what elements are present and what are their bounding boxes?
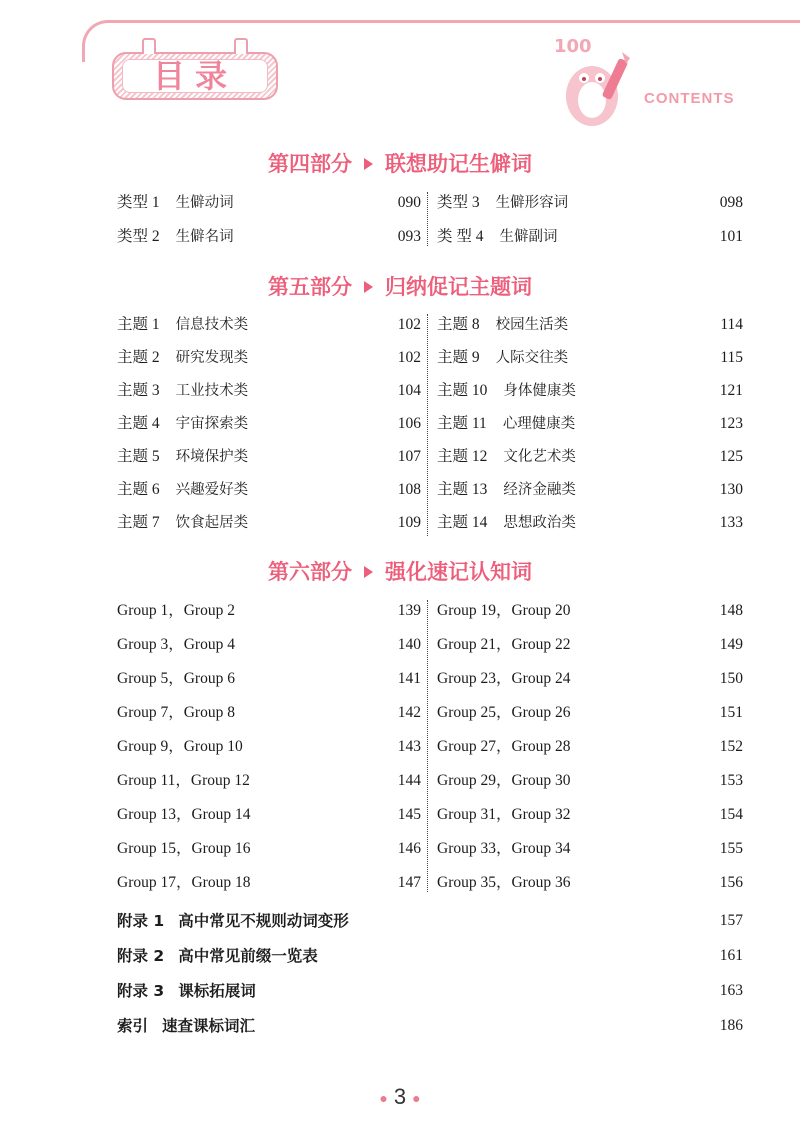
appendix-prefix: 附录 3 (117, 982, 165, 1000)
entry-page: 102 (397, 349, 421, 366)
entry-page: 186 (719, 1017, 743, 1034)
toc-entry[interactable] (437, 224, 743, 250)
entry-page: 149 (719, 636, 743, 653)
toc-entry[interactable] (437, 666, 743, 692)
toc-entry[interactable] (117, 444, 421, 470)
entry-title: Group 9，Group 10 (117, 738, 243, 755)
entry-page: 154 (719, 806, 743, 823)
entry-title: Group 19，Group 20 (437, 602, 571, 619)
entry-page: 140 (397, 636, 421, 653)
entry-prefix: 主题 2 (117, 349, 160, 366)
appendix-prefix: 附录 2 (117, 947, 165, 965)
entry-prefix: 类型 2 (117, 228, 160, 245)
entry-title: 研究发现类 (175, 350, 249, 366)
entry-prefix: 主题 5 (117, 448, 160, 465)
entry-title: 信息技术类 (175, 317, 249, 333)
entry-page: 156 (719, 874, 743, 891)
appendix-prefix: 索引 (117, 1017, 149, 1035)
toc-entry[interactable] (437, 411, 743, 437)
entry-prefix: 主题 1 (117, 316, 160, 333)
entry-page: 148 (719, 602, 743, 619)
entry-page: 144 (397, 772, 421, 789)
toc-entry[interactable] (437, 510, 743, 536)
toc-entry[interactable] (117, 768, 421, 794)
toc-entry[interactable] (117, 598, 421, 624)
entry-title: Group 25，Group 26 (437, 704, 571, 721)
appendix-prefix: 附录 1 (117, 912, 165, 930)
toc-entry[interactable] (117, 802, 421, 828)
entry-title: 饮食起居类 (175, 515, 249, 531)
entry-title: 身体健康类 (503, 383, 576, 399)
appendix-title: 高中常见前缀一览表 (178, 947, 318, 965)
svg-text:100: 100 (554, 36, 592, 57)
page-number-value: 3 (393, 1084, 407, 1109)
triangle-right-icon (364, 566, 373, 578)
entry-page: 141 (397, 670, 421, 687)
toc-entry[interactable] (117, 870, 421, 896)
toc-entry[interactable] (117, 378, 421, 404)
entry-title: Group 15，Group 16 (117, 840, 251, 857)
entry-prefix: 主题 14 (437, 514, 488, 531)
entry-page: 106 (397, 415, 421, 432)
entry-prefix: 主题 4 (117, 415, 160, 432)
triangle-right-icon (364, 158, 373, 170)
entry-title: 校园生活类 (495, 317, 569, 333)
section-heading-part6 (0, 556, 800, 586)
entry-page: 090 (397, 194, 421, 211)
toc-grid-part5 (117, 312, 743, 542)
entry-prefix: 主题 11 (437, 415, 487, 432)
entry-title: 生僻名词 (175, 229, 234, 245)
entry-prefix: 主题 6 (117, 481, 160, 498)
entry-page: 109 (397, 514, 421, 531)
entry-page: 121 (719, 382, 743, 399)
toc-entry[interactable] (437, 477, 743, 503)
entry-page: 101 (719, 228, 743, 245)
entry-title: Group 23，Group 24 (437, 670, 571, 687)
entry-title: Group 31，Group 32 (437, 806, 571, 823)
entry-page: 133 (719, 514, 743, 531)
page-title: 目录 (152, 57, 237, 95)
toc-entry[interactable] (437, 836, 743, 862)
entry-title: Group 3，Group 4 (117, 636, 235, 653)
entry-title: Group 35，Group 36 (437, 874, 571, 891)
toc-entry[interactable] (437, 190, 743, 216)
entry-prefix: 主题 12 (437, 448, 488, 465)
toc-entry[interactable] (117, 345, 421, 371)
toc-entry[interactable] (117, 411, 421, 437)
entry-page: 163 (719, 982, 743, 999)
entry-prefix: 类型 3 (437, 194, 480, 211)
toc-entry[interactable] (117, 224, 421, 250)
entry-page: 150 (719, 670, 743, 687)
column-divider (427, 192, 428, 246)
entry-title: 环境保护类 (175, 449, 249, 465)
entry-title: Group 7，Group 8 (117, 704, 235, 721)
toc-entry[interactable] (117, 632, 421, 658)
entry-page: 104 (397, 382, 421, 399)
entry-title: Group 11，Group 12 (117, 772, 250, 789)
toc-entry[interactable] (437, 378, 743, 404)
toc-entry[interactable] (117, 477, 421, 503)
toc-entry[interactable] (437, 598, 743, 624)
entry-prefix: 类 型 4 (437, 228, 484, 245)
entry-title: 宇宙探索类 (175, 416, 249, 432)
title-plaque (112, 52, 278, 100)
entry-page: 102 (397, 316, 421, 333)
toc-entry[interactable] (117, 700, 421, 726)
entry-page: 147 (397, 874, 421, 891)
appendix-entry[interactable] (117, 906, 743, 936)
entry-title: Group 17，Group 18 (117, 874, 251, 891)
entry-title: Group 1，Group 2 (117, 602, 235, 619)
entry-page: 142 (397, 704, 421, 721)
toc-grid-part6 (117, 598, 743, 898)
entry-title: Group 29，Group 30 (437, 772, 571, 789)
page-number (0, 1084, 800, 1110)
entry-title: Group 21，Group 22 (437, 636, 571, 653)
part-name: 第四部分 (268, 152, 352, 176)
appendix-entry[interactable] (117, 1011, 743, 1041)
column-divider (427, 600, 428, 892)
toc-entry[interactable] (117, 190, 421, 216)
entry-prefix: 主题 8 (437, 316, 480, 333)
toc-entry[interactable] (437, 734, 743, 760)
part-topic: 归纳促记主题词 (385, 275, 532, 299)
appendix-entry[interactable] (117, 941, 743, 971)
entry-title: Group 33，Group 34 (437, 840, 571, 857)
toc-entry[interactable] (437, 312, 743, 338)
entry-page: 153 (719, 772, 743, 789)
entry-page: 139 (397, 602, 421, 619)
entry-page: 161 (719, 947, 743, 964)
toc-entry[interactable] (437, 444, 743, 470)
entry-prefix: 主题 3 (117, 382, 160, 399)
toc-entry[interactable] (437, 870, 743, 896)
toc-entry[interactable] (437, 802, 743, 828)
entry-title: Group 13，Group 14 (117, 806, 251, 823)
entry-page: 146 (397, 840, 421, 857)
entry-title: 生僻动词 (175, 195, 234, 211)
entry-page: 151 (719, 704, 743, 721)
entry-title: Group 5，Group 6 (117, 670, 235, 687)
toc-grid-part4 (117, 190, 743, 250)
toc-entry[interactable] (117, 734, 421, 760)
entry-title: 生僻副词 (499, 229, 558, 245)
entry-page: 155 (719, 840, 743, 857)
entry-page: 093 (397, 228, 421, 245)
part-name: 第六部分 (268, 560, 352, 584)
entry-page: 107 (397, 448, 421, 465)
entry-title: 工业技术类 (175, 383, 249, 399)
section-heading-part5 (0, 271, 800, 301)
entry-page: 145 (397, 806, 421, 823)
entry-title: Group 27，Group 28 (437, 738, 571, 755)
entry-page: 152 (719, 738, 743, 755)
entry-title: 思想政治类 (503, 515, 576, 531)
entry-page: 143 (397, 738, 421, 755)
entry-page: 114 (720, 316, 743, 333)
entry-title: 人际交往类 (495, 350, 569, 366)
toc-entry[interactable] (437, 700, 743, 726)
toc-entry[interactable] (117, 312, 421, 338)
entry-title: 心理健康类 (502, 416, 576, 432)
toc-entry[interactable] (437, 632, 743, 658)
toc-entry[interactable] (117, 666, 421, 692)
part-topic: 强化速记认知词 (385, 560, 532, 584)
toc-entry[interactable] (437, 345, 743, 371)
entry-page: 098 (719, 194, 743, 211)
entry-page: 108 (397, 481, 421, 498)
appendix-title: 速查课标词汇 (162, 1017, 256, 1035)
entry-title: 兴趣爱好类 (175, 482, 249, 498)
contents-label: CONTENTS (644, 90, 735, 107)
entry-page: 123 (719, 415, 743, 432)
appendix-title: 课标拓展词 (178, 982, 256, 1000)
dot-icon: ● (379, 1090, 388, 1107)
entry-page: 130 (719, 481, 743, 498)
entry-title: 生僻形容词 (495, 195, 569, 211)
toc-entry[interactable] (117, 836, 421, 862)
entry-title: 文化艺术类 (503, 449, 576, 465)
entry-prefix: 类型 1 (117, 194, 160, 211)
mascot-100-icon (552, 28, 638, 128)
toc-entry[interactable] (437, 768, 743, 794)
part-topic: 联想助记生僻词 (385, 152, 532, 176)
part-name: 第五部分 (268, 275, 352, 299)
entry-prefix: 主题 13 (437, 481, 488, 498)
dot-icon: ● (412, 1090, 421, 1107)
entry-prefix: 主题 10 (437, 382, 488, 399)
entry-page: 125 (719, 448, 743, 465)
entry-title: 经济金融类 (503, 482, 576, 498)
entry-prefix: 主题 9 (437, 349, 480, 366)
toc-entry[interactable] (117, 510, 421, 536)
entry-prefix: 主题 7 (117, 514, 160, 531)
appendix-title: 高中常见不规则动词变形 (178, 912, 349, 930)
appendix-entry[interactable] (117, 976, 743, 1006)
entry-page: 157 (719, 912, 743, 929)
section-heading-part4 (0, 148, 800, 178)
column-divider (427, 314, 428, 536)
entry-page: 115 (720, 349, 743, 366)
triangle-right-icon (364, 281, 373, 293)
